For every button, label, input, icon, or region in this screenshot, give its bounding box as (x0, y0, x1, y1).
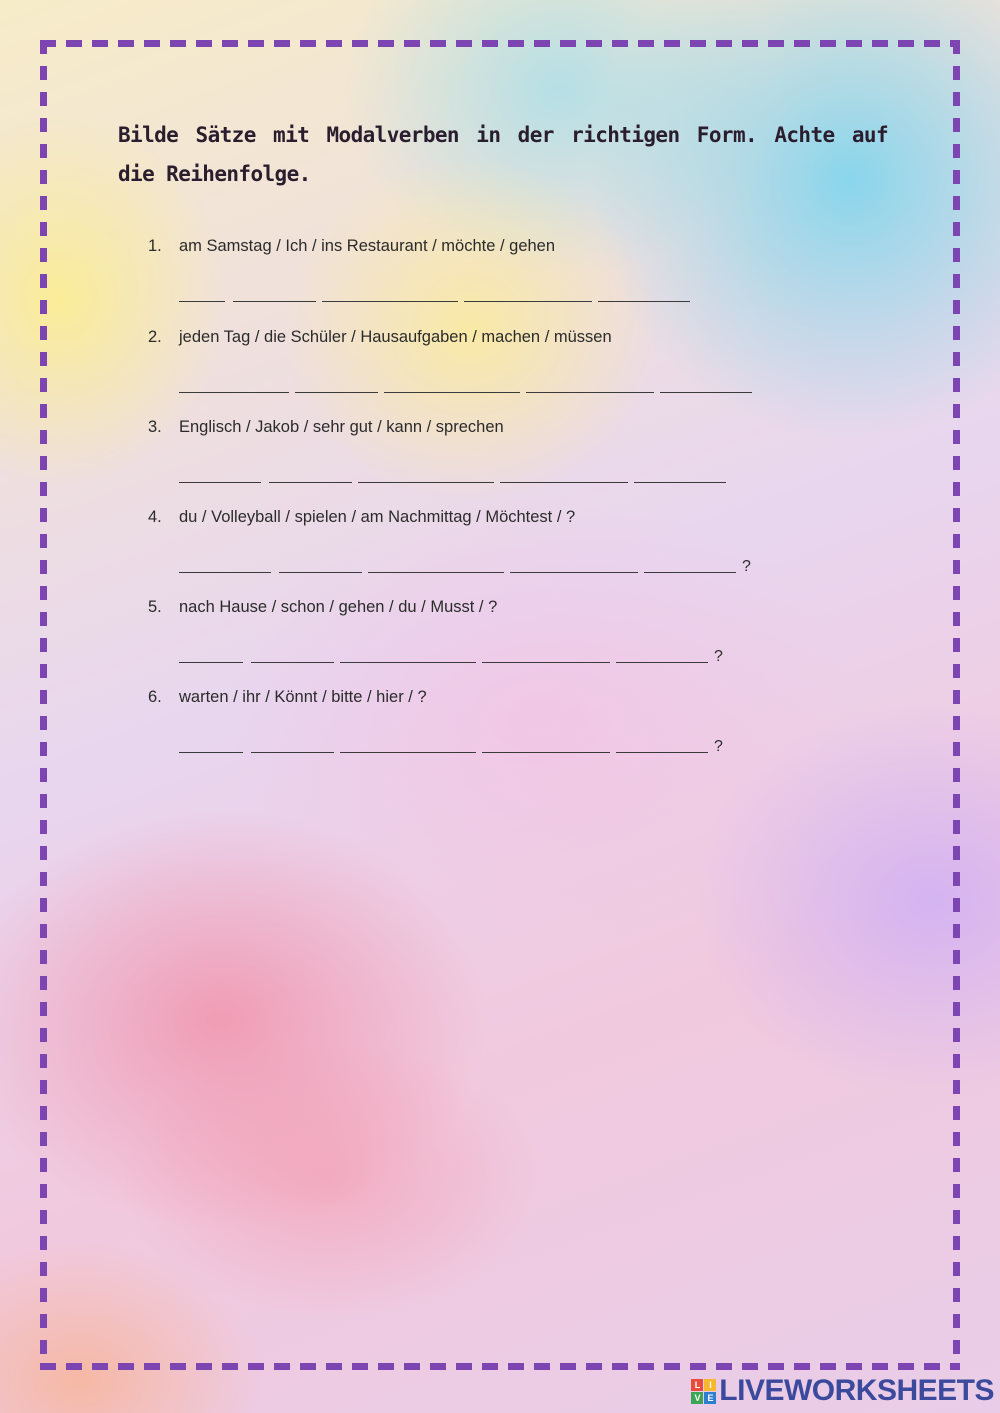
answer-blank[interactable] (179, 751, 243, 753)
liveworksheets-logo-icon (691, 1379, 716, 1404)
answer-blank[interactable] (384, 391, 520, 393)
answer-blank[interactable] (179, 481, 261, 483)
answer-blank[interactable] (279, 571, 362, 573)
answer-blank[interactable] (322, 300, 458, 302)
answer-blank[interactable] (510, 571, 638, 573)
end-punctuation: ? (714, 648, 723, 665)
answer-blank[interactable] (340, 661, 476, 663)
task-words: jeden Tag / die Schüler / Hausaufgaben / machen / müssen (179, 328, 612, 346)
logo-letter: E (704, 1392, 716, 1404)
answer-blank[interactable] (482, 661, 610, 663)
task-number: 4. (148, 508, 162, 526)
answer-line[interactable] (179, 282, 696, 306)
task-words: Englisch / Jakob / sehr gut / kann / sprechen (179, 418, 504, 436)
task-words: du / Volleyball / spielen / am Nachmittag / Möchtest / ? (179, 508, 576, 526)
answer-blank[interactable] (482, 751, 610, 753)
task-item (148, 325, 758, 397)
answer-blank[interactable] (660, 391, 752, 393)
task-number: 3. (148, 418, 162, 436)
task-prompt (148, 685, 723, 709)
answer-blank[interactable] (179, 300, 225, 302)
answer-blank[interactable] (368, 571, 504, 573)
answer-blank[interactable] (251, 661, 334, 663)
task-number: 2. (148, 328, 162, 346)
logo-letter: L (691, 1379, 703, 1391)
answer-line[interactable] (179, 553, 751, 577)
answer-blank[interactable] (179, 391, 289, 393)
answer-blank[interactable] (616, 751, 708, 753)
task-prompt (148, 325, 758, 349)
watermark-text: LIVEWORKSHEETS (719, 1374, 994, 1407)
answer-blank[interactable] (644, 571, 736, 573)
answer-blank[interactable] (340, 751, 476, 753)
end-punctuation: ? (714, 738, 723, 755)
task-item (148, 595, 723, 667)
answer-blank[interactable] (358, 481, 494, 483)
answer-blank[interactable] (634, 481, 726, 483)
frame-right-edge (953, 40, 960, 1370)
answer-blank[interactable] (251, 751, 334, 753)
frame-top-edge (40, 40, 960, 47)
answer-blank[interactable] (500, 481, 628, 483)
task-number: 5. (148, 598, 162, 616)
task-words: warten / ihr / Könnt / bitte / hier / ? (179, 688, 427, 706)
task-prompt (148, 595, 723, 619)
frame-bottom-edge (40, 1363, 960, 1370)
answer-blank[interactable] (179, 661, 243, 663)
answer-line[interactable] (179, 463, 732, 487)
answer-blank[interactable] (295, 391, 378, 393)
end-punctuation: ? (742, 558, 751, 575)
answer-line[interactable] (179, 733, 723, 757)
task-item (148, 685, 723, 757)
task-item (148, 415, 732, 487)
answer-blank[interactable] (598, 300, 690, 302)
task-item (148, 505, 751, 577)
task-prompt (148, 505, 751, 529)
logo-letter: V (691, 1392, 703, 1404)
logo-letter: I (704, 1379, 716, 1391)
task-words: nach Hause / schon / gehen / du / Musst / ? (179, 598, 498, 616)
answer-line[interactable] (179, 643, 723, 667)
task-prompt (148, 415, 732, 439)
task-item (148, 234, 696, 306)
liveworksheets-watermark (691, 1374, 994, 1408)
answer-blank[interactable] (464, 300, 592, 302)
answer-blank[interactable] (269, 481, 352, 483)
task-words: am Samstag / Ich / ins Restaurant / möchte / gehen (179, 237, 556, 255)
task-number: 6. (148, 688, 162, 706)
answer-blank[interactable] (179, 571, 271, 573)
answer-blank[interactable] (616, 661, 708, 663)
answer-line[interactable] (179, 373, 758, 397)
task-number: 1. (148, 237, 162, 255)
answer-blank[interactable] (526, 391, 654, 393)
instruction-heading: Bilde Sätze mit Modalverben in der richtigen Form. Achte auf die Reihenfolge. (118, 123, 888, 186)
frame-left-edge (40, 40, 47, 1370)
task-prompt (148, 234, 696, 258)
answer-blank[interactable] (233, 300, 316, 302)
